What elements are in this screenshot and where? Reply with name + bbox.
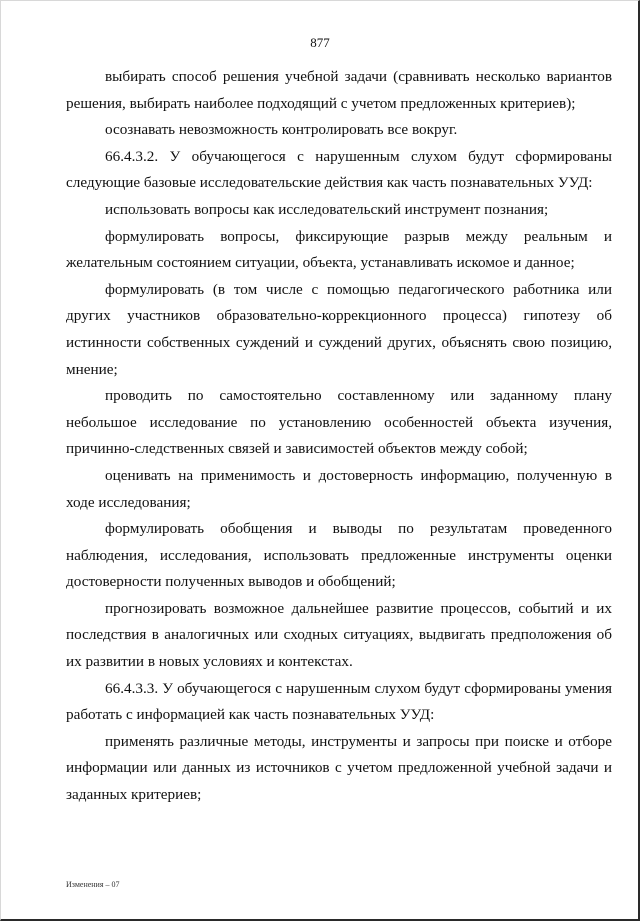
paragraph: использовать вопросы как исследовательский инструмент познания; [105,200,549,218]
paragraph: оценивать на применимость и достоверность информацию, полученную в ходе исследования; [66,466,612,511]
paragraph: проводить по самостоятельно составленному или заданному плану небольшое исследование по установлению особенностей объекта изучения, причинно-следственных связей и зависимостей объектов между собой; [66,387,612,458]
paragraph: прогнозировать возможное дальнейшее развитие процессов, событий и их последствия в аналогичных или сходных ситуациях, выдвигать предположения об их развитии в новых условиях и контекстах. [66,599,612,671]
paragraph: осознавать невозможность контролировать все вокруг. [105,121,458,139]
paragraph: формулировать обобщения и выводы по результатам проведенного наблюдения, исследования, использовать предложенные инструменты оценки достоверности полученных выводов и обобщений; [66,520,612,591]
document-body [66,64,612,809]
page-number: 877 [310,35,330,50]
footer-note: Изменения – 07 [66,880,120,889]
section-paragraph: 66.4.3.2. У обучающегося с нарушенным слухом будут сформированы следующие базовые исследовательские действия как часть познавательных УУД: [66,147,612,192]
paragraph: формулировать (в том числе с помощью педагогического работника или других участников образовательно-коррекционного процесса) гипотезу об истинности собственных суждений и суждений других, объяснять свою позицию, мнение; [66,280,612,378]
section-paragraph: 66.4.3.3. У обучающегося с нарушенным слухом будут сформированы умения работать с информацией как часть познавательных УУД: [66,679,612,724]
paragraph: формулировать вопросы, фиксирующие разрыв между реальным и желательным состоянием ситуации, объекта, устанавливать искомое и данное; [66,227,612,272]
paragraph: применять различные методы, инструменты и запросы при поиске и отборе информации или данных из источников с учетом предложенной учебной задачи и заданных критериев; [66,732,612,804]
paragraph: выбирать способ решения учебной задачи (сравнивать несколько вариантов решения, выбирать наиболее подходящий с учетом предложенных критериев); [66,68,612,112]
